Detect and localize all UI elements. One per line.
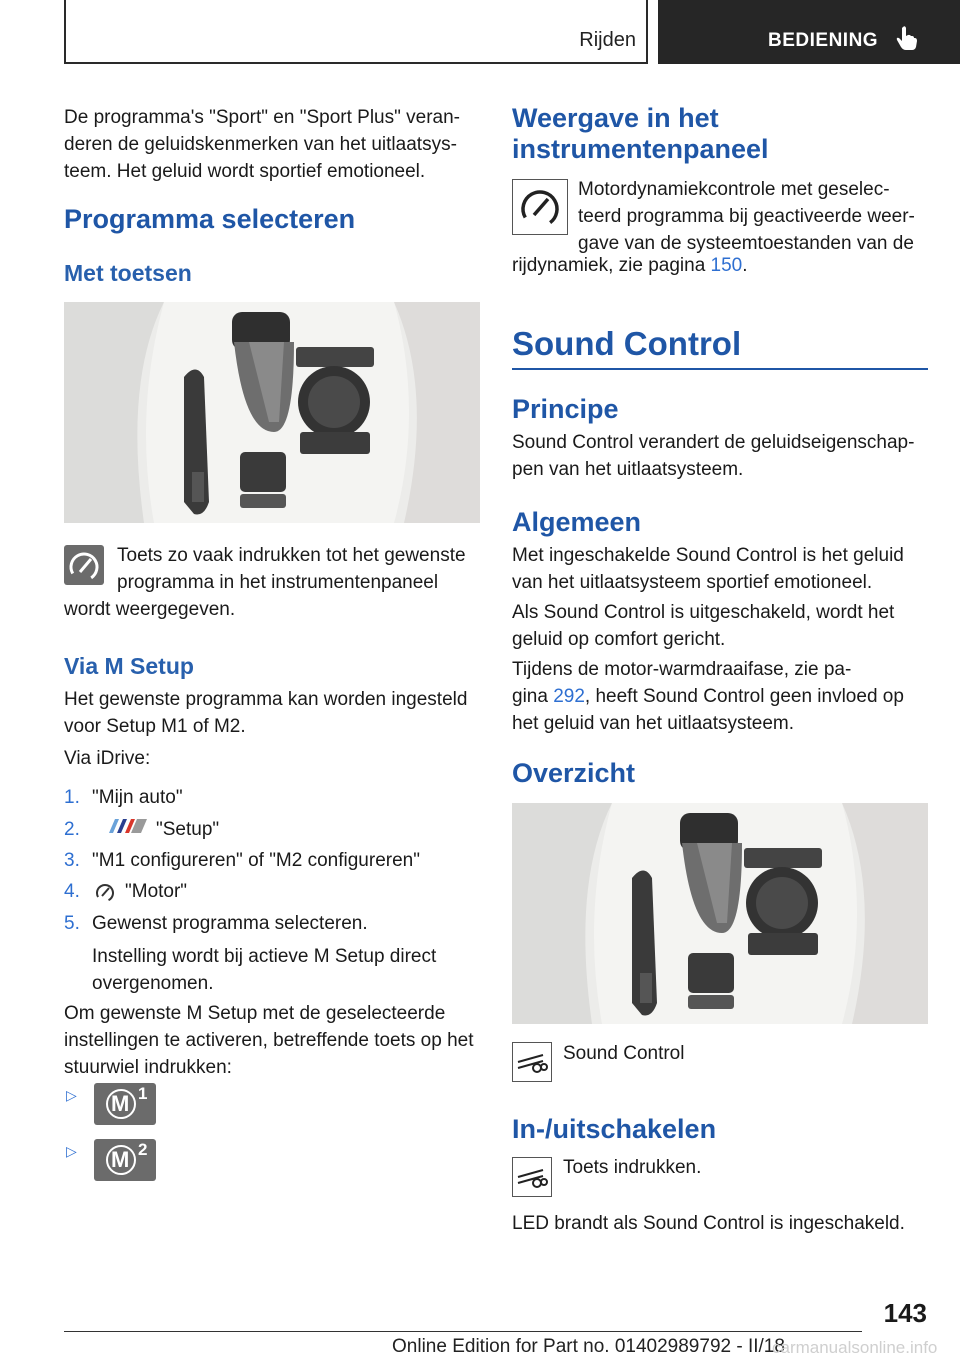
console-illustration: [512, 803, 928, 1024]
m2-label: M: [111, 1147, 130, 1172]
page-link-150[interactable]: 150: [710, 255, 743, 276]
sound-control-button-icon: [512, 1157, 552, 1197]
text-line: Tijdens de motor-warmdraaifase, zie pa-: [512, 659, 852, 680]
outro-paragraph: [64, 1000, 484, 1081]
m-setup-stripes-icon: [101, 818, 147, 834]
text-line: overgenomen.: [92, 973, 214, 994]
text-line: voor Setup M1 of M2.: [64, 716, 246, 737]
footer-edition: Online Edition for Part no. 01402989792 - II/18: [392, 1336, 785, 1357]
step-number: 1.: [64, 787, 80, 808]
console-photo: [64, 302, 480, 523]
heading-via-m-setup: Via M Setup: [64, 653, 194, 679]
text-line: Als Sound Control is uitgeschakeld, wordt het: [512, 602, 895, 623]
text-line: Het gewenste programma kan worden ingesteld: [64, 689, 468, 710]
step-2-text: "Setup": [156, 819, 220, 840]
step-5: [64, 910, 368, 937]
step-text: Gewenst programma selecteren.: [92, 913, 368, 934]
text-line: stuurwiel indrukken:: [64, 1057, 232, 1078]
step-text: "Mijn auto": [92, 787, 183, 808]
header-chapter: BEDIENING: [768, 30, 879, 51]
step-number: 5.: [64, 913, 80, 934]
text-line: instellingen te activeren, betreffende toets op het: [64, 1030, 474, 1051]
text-line: Motordynamiekcontrole met geselec-: [578, 179, 890, 200]
heading-algemeen: Algemeen: [512, 507, 642, 537]
text-line: rijdynamiek, zie pagina: [512, 255, 711, 276]
m2-button-icon: [94, 1139, 156, 1181]
text-line: programma in het instrumentenpaneel: [117, 572, 439, 593]
heading-in-uitschakelen: In-/uitschakelen: [512, 1114, 717, 1144]
heading-principe: Principe: [512, 394, 619, 424]
heading-overzicht: Overzicht: [512, 758, 636, 788]
footer-rule: [64, 1331, 862, 1332]
dynamic-control-display-icon: [512, 179, 568, 235]
toets-indrukken: Toets indrukken.: [563, 1157, 702, 1178]
text-line: Met ingeschakelde Sound Control is het geluid: [512, 545, 904, 566]
console-illustration: [64, 302, 480, 523]
text-line: deren de geluidskenmerken van het uitlaatsys-: [64, 134, 457, 155]
step-4-text: "Motor": [125, 881, 188, 902]
heading-sound-control: Sound Control: [512, 325, 742, 362]
text-line: teerd programma bij geactiveerde weer-: [578, 206, 915, 227]
led-note: LED brandt als Sound Control is ingeschakeld.: [512, 1213, 905, 1234]
heading-weergave: [512, 103, 932, 165]
step-number: 2.: [64, 819, 80, 840]
hand-pointer-icon: [896, 25, 918, 51]
intro-paragraph: [64, 104, 484, 185]
heading-rule: [512, 368, 928, 370]
heading-line: Weergave in het: [512, 103, 719, 133]
bullet-triangle: ▷: [66, 1087, 77, 1103]
text-line: Instelling wordt bij actieve M Setup direct: [92, 946, 437, 967]
step-2: [64, 816, 92, 843]
text-line: pen van het uitlaatsysteem.: [512, 459, 744, 480]
page-number: 143: [883, 1298, 927, 1328]
sound-control-label: Sound Control: [563, 1043, 685, 1064]
step-3: [64, 847, 420, 874]
via-idrive: Via iDrive:: [64, 748, 151, 769]
text-line: De programma's "Sport" en "Sport Plus" veran-: [64, 107, 460, 128]
header-section: Rijden: [579, 29, 636, 51]
text-line: Om gewenste M Setup met de geselecteerde: [64, 1003, 446, 1024]
footer-watermark: carmanualsonline.info: [772, 1338, 938, 1357]
text-line: geluid op comfort gericht.: [512, 629, 726, 650]
keys-note-end: wordt weergegeven.: [64, 599, 236, 620]
heading-programma-selecteren: Programma selecteren: [64, 204, 356, 234]
header-section-box: [64, 0, 648, 64]
keys-note: [117, 542, 487, 596]
display-paragraph-end: rijdynamiek, zie pagina 150.: [512, 255, 748, 276]
step-4: [64, 878, 92, 905]
step-number: 4.: [64, 881, 80, 902]
page-link-292[interactable]: 292: [553, 686, 585, 707]
bullet-triangle: ▷: [66, 1143, 77, 1159]
text-line: Toets zo vaak indrukken tot het gewenste: [117, 545, 466, 566]
step-text: "M1 configureren" of "M2 configureren": [92, 850, 420, 871]
console-photo-overview: [512, 803, 928, 1024]
step-1: [64, 784, 183, 811]
text-line: gave van de systeemtoestanden van de: [578, 233, 914, 254]
m2-number: 2: [138, 1140, 148, 1159]
text-line: van het uitlaatsysteem sportief emotioneel.: [512, 572, 873, 593]
sound-control-icon: [512, 1042, 552, 1082]
text-line: het geluid van het uitlaatsysteem.: [512, 713, 795, 734]
step-number: 3.: [64, 850, 80, 871]
text-line: Sound Control verandert de geluidseigenschap-: [512, 432, 915, 453]
step-5-sub: [92, 943, 482, 997]
text-line: teem. Het geluid wordt sportief emotioneel.: [64, 161, 426, 182]
algemeen-p1: [512, 542, 932, 596]
header-chapter-box: [658, 0, 960, 64]
m1-number: 1: [138, 1084, 148, 1103]
principe-paragraph: [512, 429, 932, 483]
msetup-paragraph: [64, 686, 484, 740]
algemeen-p2: [512, 599, 932, 653]
dynamic-control-icon: [64, 545, 104, 585]
m1-button-icon: [94, 1083, 156, 1125]
heading-met-toetsen: Met toetsen: [64, 260, 192, 286]
display-paragraph: [578, 176, 938, 257]
heading-line: instrumentenpaneel: [512, 134, 769, 164]
m1-label: M: [111, 1091, 130, 1116]
gauge-icon: [94, 882, 116, 902]
algemeen-p3: [512, 656, 932, 737]
text-line: gina 292, heeft Sound Control geen invloed op: [512, 686, 904, 707]
